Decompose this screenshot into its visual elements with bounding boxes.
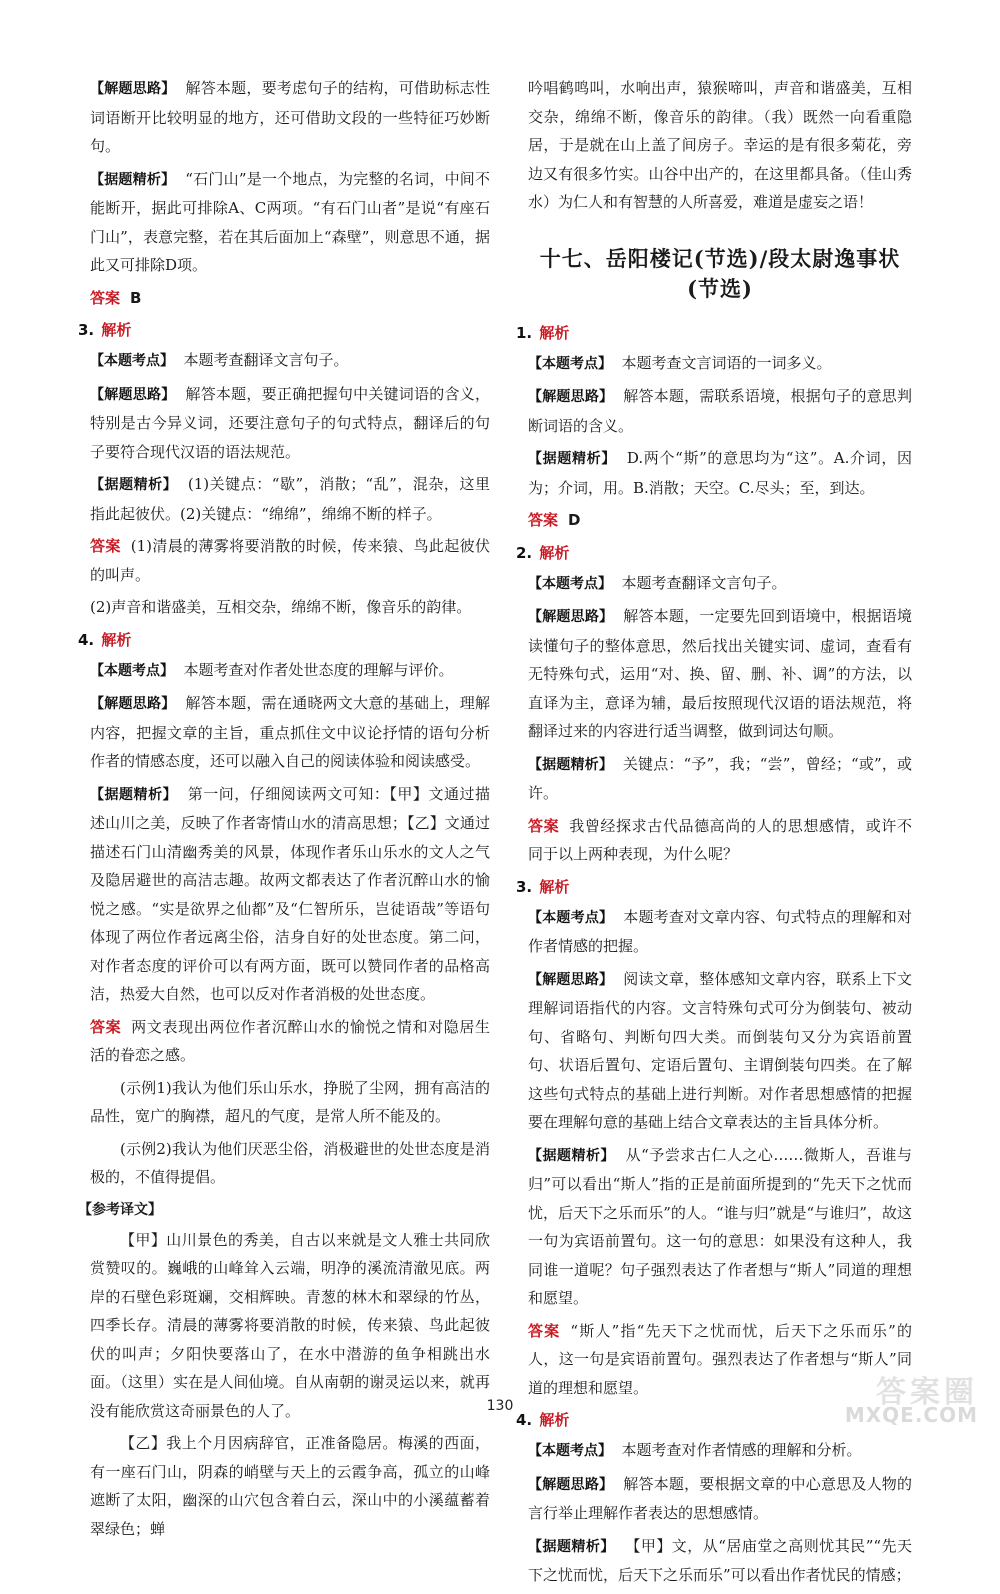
paragraph xyxy=(528,1141,912,1313)
tag-label: 【本题考点】 xyxy=(90,662,174,679)
paragraph-text: 解答本题，要正确把握句中关键词语的含义，特别是古今异义词，还要注意句子的句式特点，翻译后的句子要符合现代汉语的语法规范。 xyxy=(90,384,490,461)
paragraph-text: 解答本题，需联系语境，根据句子的意思判断词语的含义。 xyxy=(528,387,913,435)
question-heading xyxy=(78,316,490,344)
paragraph-text: 从“予尝求古仁人之心……微斯人，吾谁与归”可以看出“斯人”指的正是前面所提到的“先天下之忧而忧，后天下之乐而乐”的人。“谁与归”就是“与谁归”，故这一句为宾语前置句。这一句的意思：如果没有这种人，我同谁一道呢？句子强烈表达了作者想与“斯人”同道的理想和愿望。 xyxy=(528,1145,913,1307)
left-column xyxy=(78,74,490,1547)
answer-label: 答案 xyxy=(90,1017,122,1036)
paragraph xyxy=(528,602,912,746)
paragraph-text: 本题考查翻译文言句子。 xyxy=(183,351,349,369)
tag-label: 【解题思路】 xyxy=(90,386,176,403)
paragraph-text: 解答本题，需在通晓两文大意的基础上，理解内容，把握文章的主旨，重点抓住文中议论抒情的语句分析作者的情感态度，还可以融入自己的阅读体验和阅读感受。 xyxy=(90,694,490,770)
paragraph-text: 本题考查对作者情感的理解和分析。 xyxy=(621,1441,862,1459)
paragraph-text: 解答本题，一定要先回到语境中，根据语境读懂句子的整体意思，然后找出关键实词、虚词，查看有无特殊句式，运用“对、换、留、删、补、调”的方法，以直译为主，意译为辅，最后按照现代汉语的语法规范，将翻译过来的内容进行适当调整，做到词达句顺。 xyxy=(528,607,913,740)
question-heading xyxy=(516,319,912,347)
tag-label: 【据题精析】 xyxy=(90,477,178,493)
answer-text: 两文表现出两位作者沉醉山水的愉悦之情和对隐居生活的眷恋之感。 xyxy=(90,1017,490,1064)
paragraph: 【乙】我上个月因病辞官，正准备隐居。梅溪的西面，有一座石门山，阴森的峭壁与天上的云霞争高，孤立的山峰遮断了太阳，幽深的山穴包含着白云，深山中的小溪蕴蓄着翠绿色；蝉 xyxy=(90,1434,490,1538)
answer-label: 答案 xyxy=(528,1321,561,1340)
answer-label: 答案 xyxy=(528,511,559,529)
answer-line xyxy=(90,284,490,313)
paragraph-text: 本题考查对作者处世态度的理解与评价。 xyxy=(183,660,454,679)
analysis-label: 解析 xyxy=(101,630,132,649)
paragraph xyxy=(90,689,490,776)
question-number: 4. xyxy=(78,630,95,649)
analysis-label: 解析 xyxy=(539,543,570,562)
tag-label: 【本题考点】 xyxy=(528,575,612,592)
tag-label: 【据题精析】 xyxy=(528,451,616,467)
answer-value: B xyxy=(130,288,142,307)
reference-translation-heading: 【参考译文】 xyxy=(78,1201,162,1218)
paragraph xyxy=(90,470,490,528)
answer-line xyxy=(90,1013,490,1070)
answer-text: (1)清晨的薄雾将要消散的时候，传来猿、鸟此起彼伏的叫声。 xyxy=(90,537,490,584)
answer-text: “斯人”指“先天下之忧而忧，后天下之乐而乐”的人，这一句是宾语前置句。强烈表达了作者想与“斯人”同道的理想和愿望。 xyxy=(528,1321,912,1397)
answer-line xyxy=(528,506,912,535)
paragraph xyxy=(528,1532,912,1590)
question-number: 4. xyxy=(516,1411,533,1429)
paragraph-text: 解答本题，要考虑句子的结构，可借助标志性词语断开比较明显的地方，还可借助文段的一些特征巧妙断句。 xyxy=(90,79,490,155)
paragraph: 【甲】山川景色的秀美，自古以来就是文人雅士共同欣赏赞叹的。巍峨的山峰耸入云端，明净的溪流清澈见底。两岸的石壁色彩斑斓，交相辉映。青葱的林木和翠绿的竹丛，四季长存。清晨的薄雾将要消散的时候，传来猿、鸟此起彼伏的叫声；夕阳快要落山了，在水中潜游的鱼争相跳出水面。（这里）实在是人间仙境。自从南朝的谢灵运以来，就再没有能欣赏这奇丽景色的人了。 xyxy=(90,1230,490,1420)
question-number: 3. xyxy=(516,877,533,896)
answer-label: 答案 xyxy=(90,537,121,555)
watermark-logo: 答案圈 xyxy=(876,1375,978,1410)
answer-line xyxy=(90,532,490,589)
paragraph-text: 本题考查文言词语的一词多义。 xyxy=(621,353,832,372)
tag-label: 【据题精析】 xyxy=(528,756,613,773)
paragraph-text: D.两个“斯”的意思均为“这”。A.介词，因为；介词，用。B.消散；天空。C.尽头；至，到达。 xyxy=(528,449,912,497)
paragraph-text: 本题考查对文章内容、句式特点的理解和对作者情感的把握。 xyxy=(528,907,913,955)
paragraph: (示例2)我认为他们厌恶尘俗，消极避世的处世态度是消极的，不值得提倡。 xyxy=(90,1139,490,1186)
paragraph xyxy=(528,349,912,379)
question-number: 1. xyxy=(516,323,533,342)
paragraph-text: (1)关键点：“歇”，消散；“乱”，混杂，这里指此起彼伏。(2)关键点：“绵绵”，绵绵不断的样子。 xyxy=(90,475,490,523)
paragraph-text: 关键点：“予”，我；“尝”，曾经；“或”，或许。 xyxy=(528,754,913,802)
answer-label: 答案 xyxy=(90,288,121,307)
tag-label: 【解题思路】 xyxy=(90,696,176,712)
paragraph xyxy=(528,569,912,599)
paragraph xyxy=(528,903,912,961)
paragraph-text: 本题考查翻译文言句子。 xyxy=(621,573,787,592)
paragraph xyxy=(90,780,490,1009)
tag-label: 【解题思路】 xyxy=(90,81,176,97)
paragraph xyxy=(528,1436,912,1466)
question-heading xyxy=(516,539,912,567)
paragraph: (2)声音和谐盛美，互相交杂，绵绵不断，像音乐的韵律。 xyxy=(90,598,472,616)
analysis-label: 解析 xyxy=(539,1411,570,1429)
tag-label: 【解题思路】 xyxy=(528,971,614,988)
analysis-label: 解析 xyxy=(539,877,570,896)
paragraph-text: “石门山”是一个地点，为完整的名词，中间不能断开，据此可排除A、C两项。“有石门山者”是说“有座石门山”，表意完整，若在其后面加上“森壁”，则意思不通，据此又可排除D项。 xyxy=(90,169,490,274)
tag-label: 【据题精析】 xyxy=(528,1147,616,1164)
analysis-label: 解析 xyxy=(539,323,570,342)
answer-value: D xyxy=(568,511,581,529)
watermark-url: MXQE.COM xyxy=(844,1403,978,1427)
paragraph-text: 解答本题，要根据文章的中心意思及人物的言行举止理解作者表达的思想感情。 xyxy=(528,1474,913,1522)
answer-text: 我曾经探求古代品德高尚的人的思想感情，或许不同于以上两种表现，为什么呢？ xyxy=(528,816,912,863)
tag-label: 【据题精析】 xyxy=(90,786,178,803)
paragraph xyxy=(528,750,912,808)
paragraph-text: 第一问，仔细阅读两文可知：【甲】文通过描述山川之美，反映了作者寄情山水的清高思想；【乙】文通过描述石门山清幽秀美的风景，体现作者乐山乐水的文人之气及隐居避世的高洁志趣。故两文都表达了作者沉醉山水的愉悦之感。“实是欲界之仙都”及“仁智所乐，岂徒语哉”等语句体现了两位作者远离尘俗，洁身自好的处世态度。第二问，对作者态度的评价可以有两方面，既可以赞同作者的品格高洁，热爱大自然，也可以反对作者消极的处世态度。 xyxy=(90,784,490,1003)
tag-label: 【据题精析】 xyxy=(528,1538,615,1555)
question-heading xyxy=(516,873,912,901)
tag-label: 【解题思路】 xyxy=(528,1476,614,1493)
question-number: 3. xyxy=(78,321,95,339)
tag-label: 【解题思路】 xyxy=(528,609,614,625)
paragraph xyxy=(90,346,490,376)
paragraph xyxy=(528,382,912,440)
paragraph xyxy=(528,1470,912,1528)
paragraph-text: 阅读文章，整体感知文章内容，联系上下文理解词语指代的内容。文言特殊句式可分为倒装句、被动句、省略句、判断句四大类。而倒装句又分为宾语前置句、状语后置句、定语后置句、主谓倒装句四类。在了解这些句式特点的基础上进行判断。对作者思想感情的把握要在理解句意的基础上结合文章表达的主旨具体分析。 xyxy=(528,969,913,1131)
paragraph xyxy=(90,656,490,686)
tag-label: 【本题考点】 xyxy=(528,909,614,926)
paragraph xyxy=(528,965,912,1137)
analysis-label: 解析 xyxy=(101,321,132,339)
tag-label: 【本题考点】 xyxy=(528,1443,612,1459)
question-number: 2. xyxy=(516,543,533,562)
paragraph: 吟唱鹤鸣叫，水响出声，猿猴啼叫，声音和谐盛美，互相交杂，绵绵不断，像音乐的韵律。（我）既然一向看重隐居，于是就在山上盖了间房子。幸运的是有很多菊花，旁边又有很多竹实。山谷中出产的，在这里都具备。（佳山秀水）为仁人和有智慧的人所喜爱，难道是虚妄之语！ xyxy=(528,79,912,211)
paragraph xyxy=(90,74,490,161)
tag-label: 【本题考点】 xyxy=(528,355,612,372)
paragraph xyxy=(90,380,490,467)
paragraph xyxy=(90,165,490,280)
right-column xyxy=(516,74,913,1594)
paragraph xyxy=(528,444,912,502)
paragraph: (示例1)我认为他们乐山乐水，挣脱了尘网，拥有高洁的品性，宽广的胸襟，超凡的气度，是常人所不能及的。 xyxy=(90,1078,490,1125)
answer-label: 答案 xyxy=(528,816,560,835)
tag-label: 【据题精析】 xyxy=(90,171,176,188)
paragraph-text: 【甲】文，从“居庙堂之高则忧其民”“先天下之忧而忧，后天下之乐而乐”可以看出作者忧民的情感； xyxy=(528,1536,912,1584)
tag-label: 【解题思路】 xyxy=(528,389,614,405)
watermark xyxy=(778,1367,978,1429)
question-heading xyxy=(78,626,490,654)
tag-label: 【本题考点】 xyxy=(90,353,174,369)
section-title: 十七、岳阳楼记(节选)/段太尉逸事状(节选) xyxy=(539,245,901,301)
page-number: 130 xyxy=(486,1398,514,1414)
answer-line xyxy=(528,812,912,869)
